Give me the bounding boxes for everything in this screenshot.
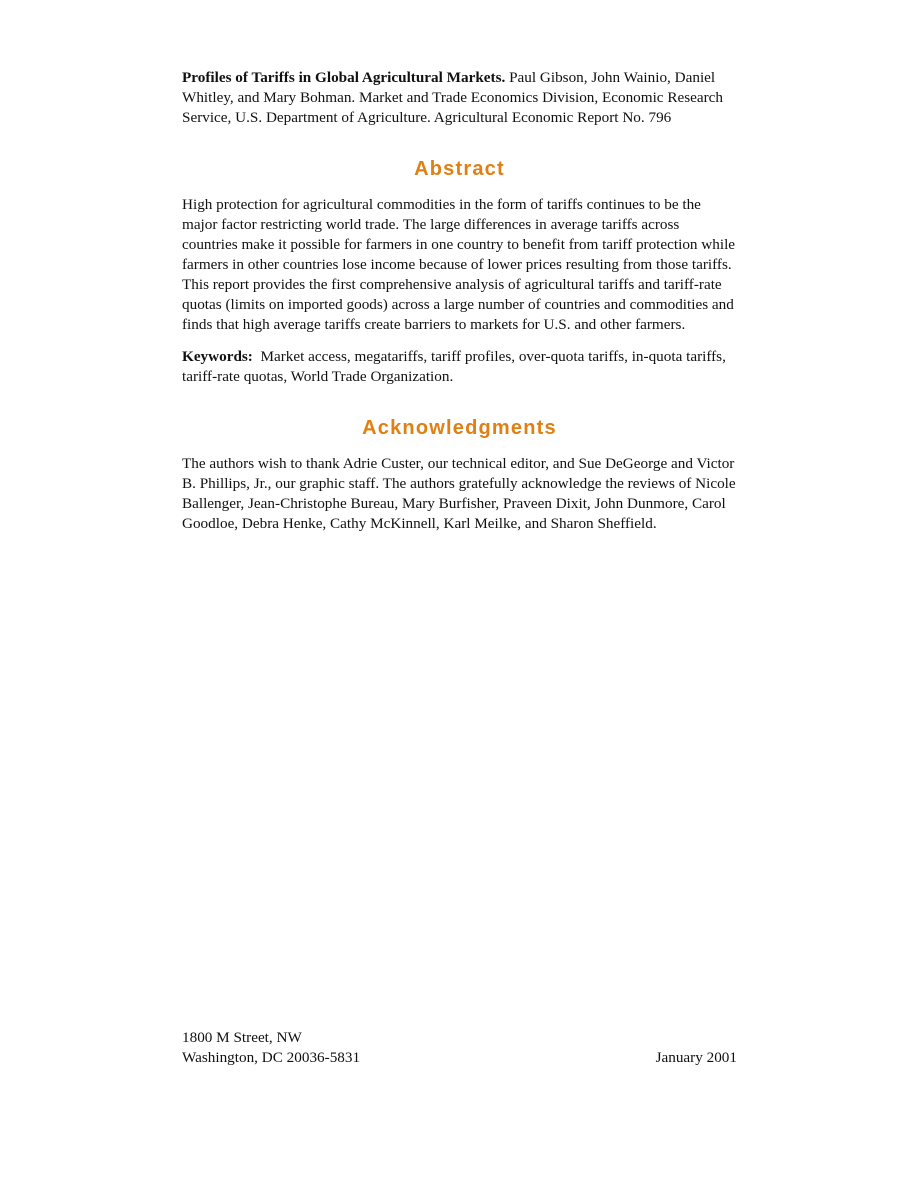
footer-row xyxy=(182,1048,737,1068)
abstract-text: High protection for agricultural commodities in the form of tariffs continues to be the major factor restricting world trade. The large differences in average tariffs across countries make it possible for farmers in one country to benefit from tariff protection while farmers in other countries lose income because of lower prices resulting from those tariffs. This report provides the first comprehensive analysis of agricultural tariffs and tariff-rate quotas (limits on imported goods) across a large number of countries and commodities and finds that high average tariffs create barriers to markets for U.S. and other farmers. xyxy=(182,196,736,333)
citation-block xyxy=(182,68,737,128)
address-line-1: 1800 M Street, NW xyxy=(182,1029,302,1046)
keywords-block xyxy=(182,347,737,387)
publication-date: January 2001 xyxy=(655,1049,737,1066)
document-content xyxy=(182,68,737,534)
citation-details: Paul Gibson, John Wainio, Daniel Whitley, and Mary Bohman. Market and Trade Economics Division, Economic Research Service, U.S. Department of Agriculture. Agricultural Economic Report No. 796 xyxy=(182,69,724,126)
keywords-text: Market access, megatariffs, tariff profiles, over-quota tariffs, in-quota tariffs, tariff-rate quotas, World Trade Organization. xyxy=(182,348,726,385)
acknowledgments-text: The authors wish to thank Adrie Custer, our technical editor, and Sue DeGeorge and Victor B. Phillips, Jr., our graphic staff. The authors gratefully acknowledge the reviews of Nicole Ballenger, Jean-Christophe Bureau, Mary Burfisher, Praveen Dixit, John Dunmore, Carol Goodloe, Debra Henke, Cathy McKinnell, Karl Meilke, and Sharon Sheffield. xyxy=(182,455,736,532)
report-title: Profiles of Tariffs in Global Agricultural Markets. xyxy=(182,69,506,86)
address-line-2: Washington, DC 20036-5831 xyxy=(182,1049,361,1066)
abstract-heading: Abstract xyxy=(414,158,505,180)
acknowledgments-heading: Acknowledgments xyxy=(362,417,557,439)
keywords-label: Keywords: xyxy=(182,348,253,365)
footer xyxy=(182,1028,737,1068)
